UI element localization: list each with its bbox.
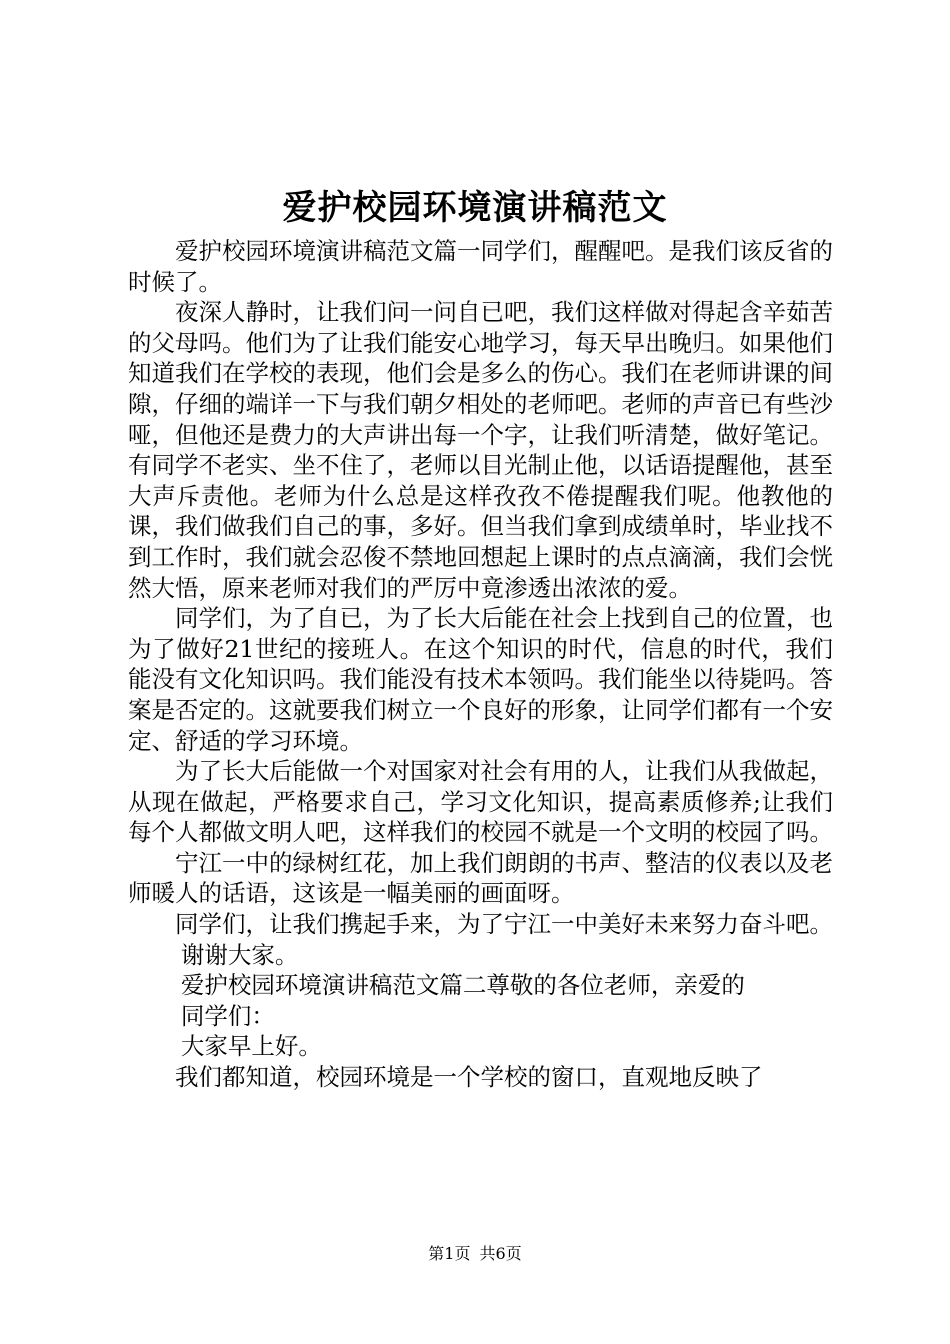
paragraph: 我们都知道，校园环境是一个学校的窗口，直观地反映了: [175, 1063, 763, 1092]
page-footer: 第1页 共6页: [428, 1244, 522, 1263]
paragraph: 宁江一中的绿树红花，加上我们朗朗的书声、整洁的仪表以及老师暖人的话语，这该是一幅美丽的画面呀。: [128, 848, 833, 908]
paragraph: 为了长大后能做一个对国家对社会有用的人，让我们从我做起，从现在做起，严格要求自己，学习文化知识，提高素质修养;让我们每个人都做文明人吧，这样我们的校园不就是一个文明的校园了吗。: [128, 757, 833, 847]
paragraph: 谢谢大家。: [180, 940, 299, 969]
paragraph: 大家早上好。: [180, 1032, 322, 1061]
paragraph: 爱护校园环境演讲稿范文篇一同学们，醒醒吧。是我们该反省的时候了。: [128, 237, 833, 296]
paragraph: 同学们，为了自已，为了长大后能在社会上找到自己的位置，也为了做好21世纪的接班人。在这个知识的时代，信息的时代，我们能没有文化知识吗。我们能没有技术本领吗。我们能坐以待毙吗。答案是否定的。这就要我们树立一个良好的形象，让同学们都有一个安定、舒适的学习环境。: [128, 604, 833, 755]
paragraph: 爱护校园环境演讲稿范文篇二尊敬的各位老师，亲爱的: [180, 971, 745, 1000]
paragraph: 同学们，让我们携起手来，为了宁江一中美好未来努力奋斗吧。: [175, 910, 833, 939]
page-title: 爱护校园环境演讲稿范文: [282, 188, 668, 228]
paragraph: 夜深人静时，让我们问一问自已吧，我们这样做对得起含辛茹苦的父母吗。他们为了让我们能安心地学习，每天早出晚归。如果他们知道我们在学校的表现，他们会是多么的伤心。我们在老师讲课的间隙，仔细的端详一下与我们朝夕相处的老师吧。老师的声音已有些沙哑，但他还是费力的大声讲出每一个字，让我们听清楚，做好笔记。有同学不老实、坐不住了，老师以目光制止他，以话语提醒他，甚至大声斥责他。老师为什么总是这样孜孜不倦提醒我们呢。他教他的课，我们做我们自己的事，多好。但当我们拿到成绩单时，毕业找不到工作时，我们就会忍俊不禁地回想起上课时的点点滴滴，我们会恍然大悟，原来老师对我们的严厉中竟渗透出浓浓的爱。: [128, 298, 833, 602]
document-body: [128, 236, 833, 1093]
paragraph: 同学们：: [180, 1001, 275, 1030]
